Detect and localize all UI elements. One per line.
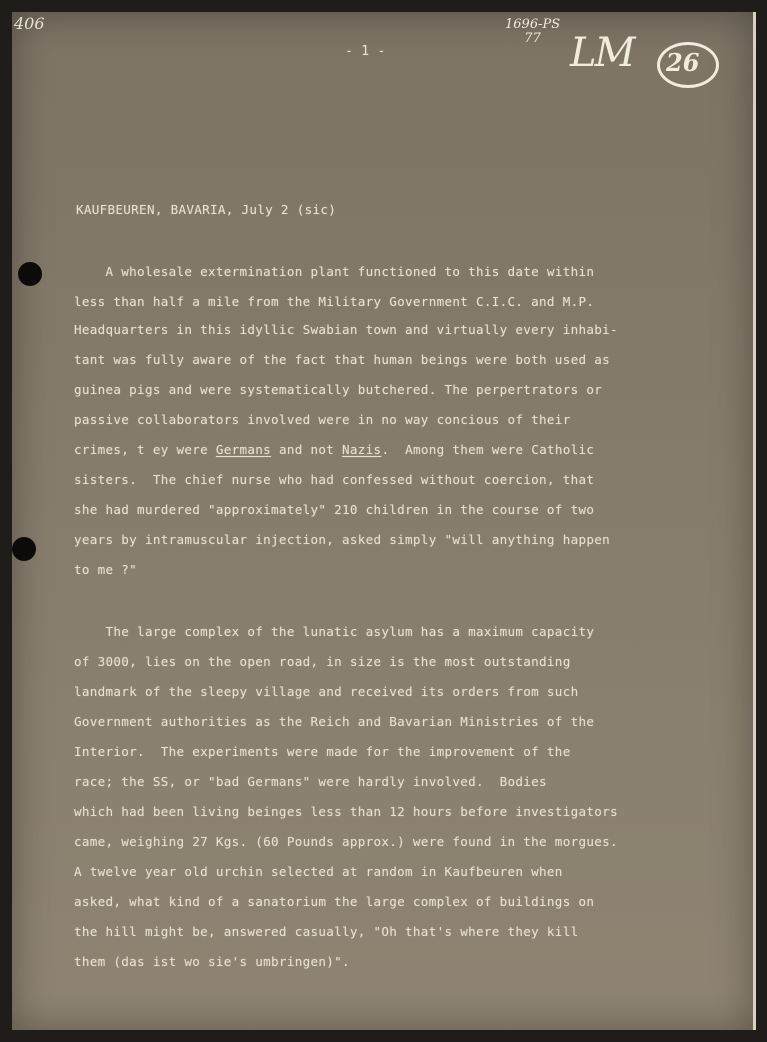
paragraph-2-line: The large complex of the lunatic asylum has a maximum capacity [74,624,595,639]
paragraph-1-line: guinea pigs and were systematically butchered. The perpertrators or [74,382,603,397]
paragraph-2-line: landmark of the sleepy village and received its orders from such [74,684,579,699]
paragraph-1-line: Headquarters in this idyllic Swabian town and virtually every inhabi- [74,322,618,337]
underlined-nazis: Nazis [342,442,382,457]
underlined-germans: Germans [215,442,272,457]
page-number: - 1 - [345,44,386,59]
paragraph-2-line: the hill might be, answered casually, "Oh that's where they kill [74,924,579,939]
paragraph-1-line: to me ?" [74,562,138,577]
punch-hole [18,262,42,286]
document-reference [505,18,560,46]
line-text: . Among them were Catholic [381,442,595,457]
paragraph-2-line: came, weighing 27 Kgs. (60 Pounds approx.) were found in the morgues. [74,834,618,849]
paragraph-2-line: Government authorities as the Reich and Bavarian Ministries of the [74,714,595,729]
line-text: and not [271,442,343,457]
paragraph-1-line: less than half a mile from the Military Government C.I.C. and M.P. [74,294,595,309]
paragraph-2-line: Interior. The experiments were made for the improvement of the [74,744,571,759]
paragraph-2-line: asked, what kind of a sanatorium the large complex of buildings on [74,894,595,909]
paragraph-2-line: A twelve year old urchin selected at random in Kaufbeuren when [74,864,563,879]
paragraph-1-line: sisters. The chief nurse who had confessed without coercion, that [74,472,595,487]
paragraph-2-line: which had been living beinges less than 12 hours before investigators [74,804,618,819]
paragraph-2-line: of 3000, lies on the open road, in size is the most outstanding [74,654,571,669]
paragraph-1-line: passive collaborators involved were in no way concious of their [74,412,571,427]
circled-number: 26 [666,48,700,77]
paragraph-2-line: them (das ist wo sie's umbringen)". [74,954,350,969]
punch-hole [12,537,36,561]
document-reference-line2: 77 [524,31,541,46]
paragraph-1-line: tant was fully aware of the fact that human beings were both used as [74,352,610,367]
line-text: crimes, t ey were [74,442,216,457]
document-reference-line1: 1696-PS [505,17,561,32]
paragraph-2-line: race; the SS, or "bad Germans" were hardly involved. Bodies [74,774,547,789]
paragraph-1-line-7 [74,442,594,457]
paragraph-1-line: years by intramuscular injection, asked simply "will anything happen [74,532,610,547]
corner-number: 406 [14,14,45,33]
handwritten-initials: LM [570,30,634,76]
paragraph-1-line: A wholesale extermination plant functioned to this date within [74,264,595,279]
dateline: KAUFBEUREN, BAVARIA, July 2 (sic) [76,202,337,217]
paragraph-1-line: she had murdered "approximately" 210 children in the course of two [74,502,595,517]
paper-edge [753,12,756,1030]
